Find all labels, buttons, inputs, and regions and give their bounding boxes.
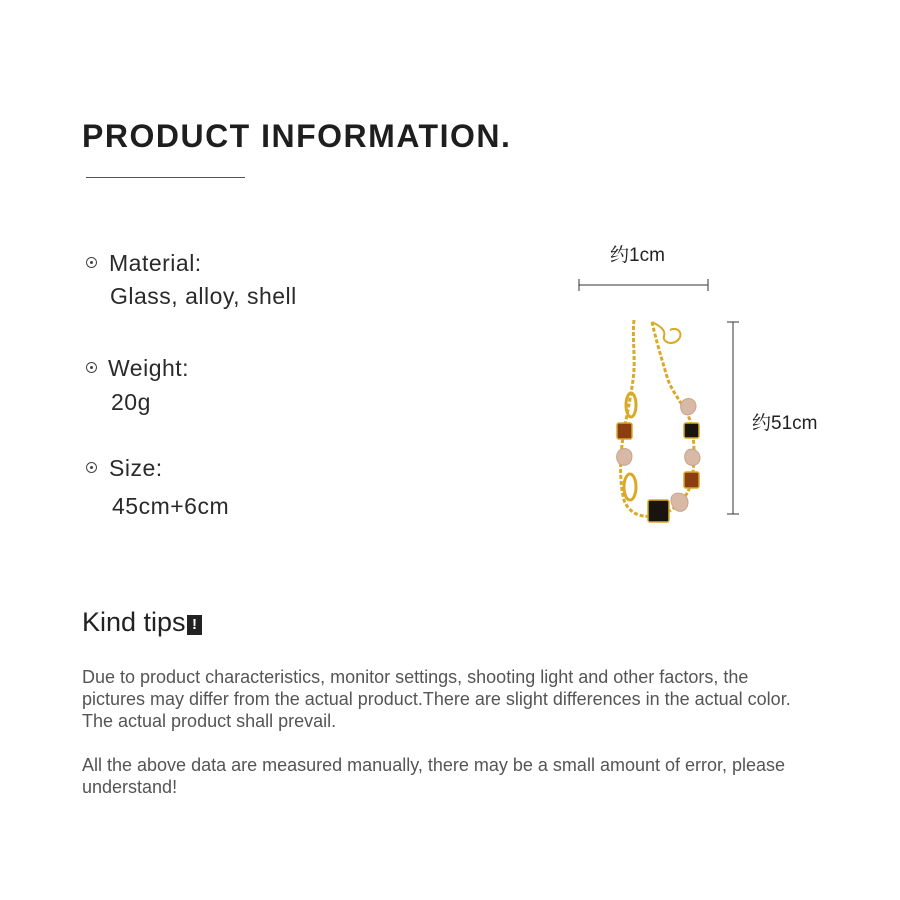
black-stone bbox=[648, 500, 669, 522]
black-stone bbox=[684, 423, 699, 438]
gold-link bbox=[624, 474, 636, 500]
exclamation-icon: ! bbox=[187, 615, 202, 635]
spec-label: Material: bbox=[109, 250, 202, 276]
shell-piece bbox=[617, 449, 633, 466]
spec-value: 45cm+6cm bbox=[112, 493, 230, 519]
amber-stone bbox=[684, 472, 699, 488]
shell-piece bbox=[685, 449, 701, 465]
spec-label: Weight: bbox=[108, 355, 190, 381]
necklace-image bbox=[617, 320, 701, 522]
length-dimension-label: 约51cm bbox=[752, 413, 818, 434]
spec-value: Glass, alloy, shell bbox=[110, 283, 297, 309]
length-dimension-line bbox=[727, 322, 739, 514]
width-dimension-line bbox=[579, 279, 708, 291]
amber-stone bbox=[617, 423, 632, 439]
kind-tips-title: Kind tips bbox=[82, 607, 186, 637]
spec-label: Size: bbox=[109, 455, 163, 481]
tips-paragraph: All the above data are measured manually, there may be a small amount of error, please understand! bbox=[82, 755, 786, 797]
spec-value: 20g bbox=[111, 389, 151, 415]
shell-piece bbox=[681, 399, 697, 415]
page-title: PRODUCT INFORMATION. bbox=[82, 118, 512, 154]
tips-paragraph: Due to product characteristics, monitor settings, shooting light and other factors, the pictures may differ from the actual product.There are slight differences in the actual color. The actual product shall prevail. bbox=[82, 667, 791, 731]
width-dimension-label: 约1cm bbox=[610, 245, 665, 266]
gold-link bbox=[626, 393, 636, 417]
